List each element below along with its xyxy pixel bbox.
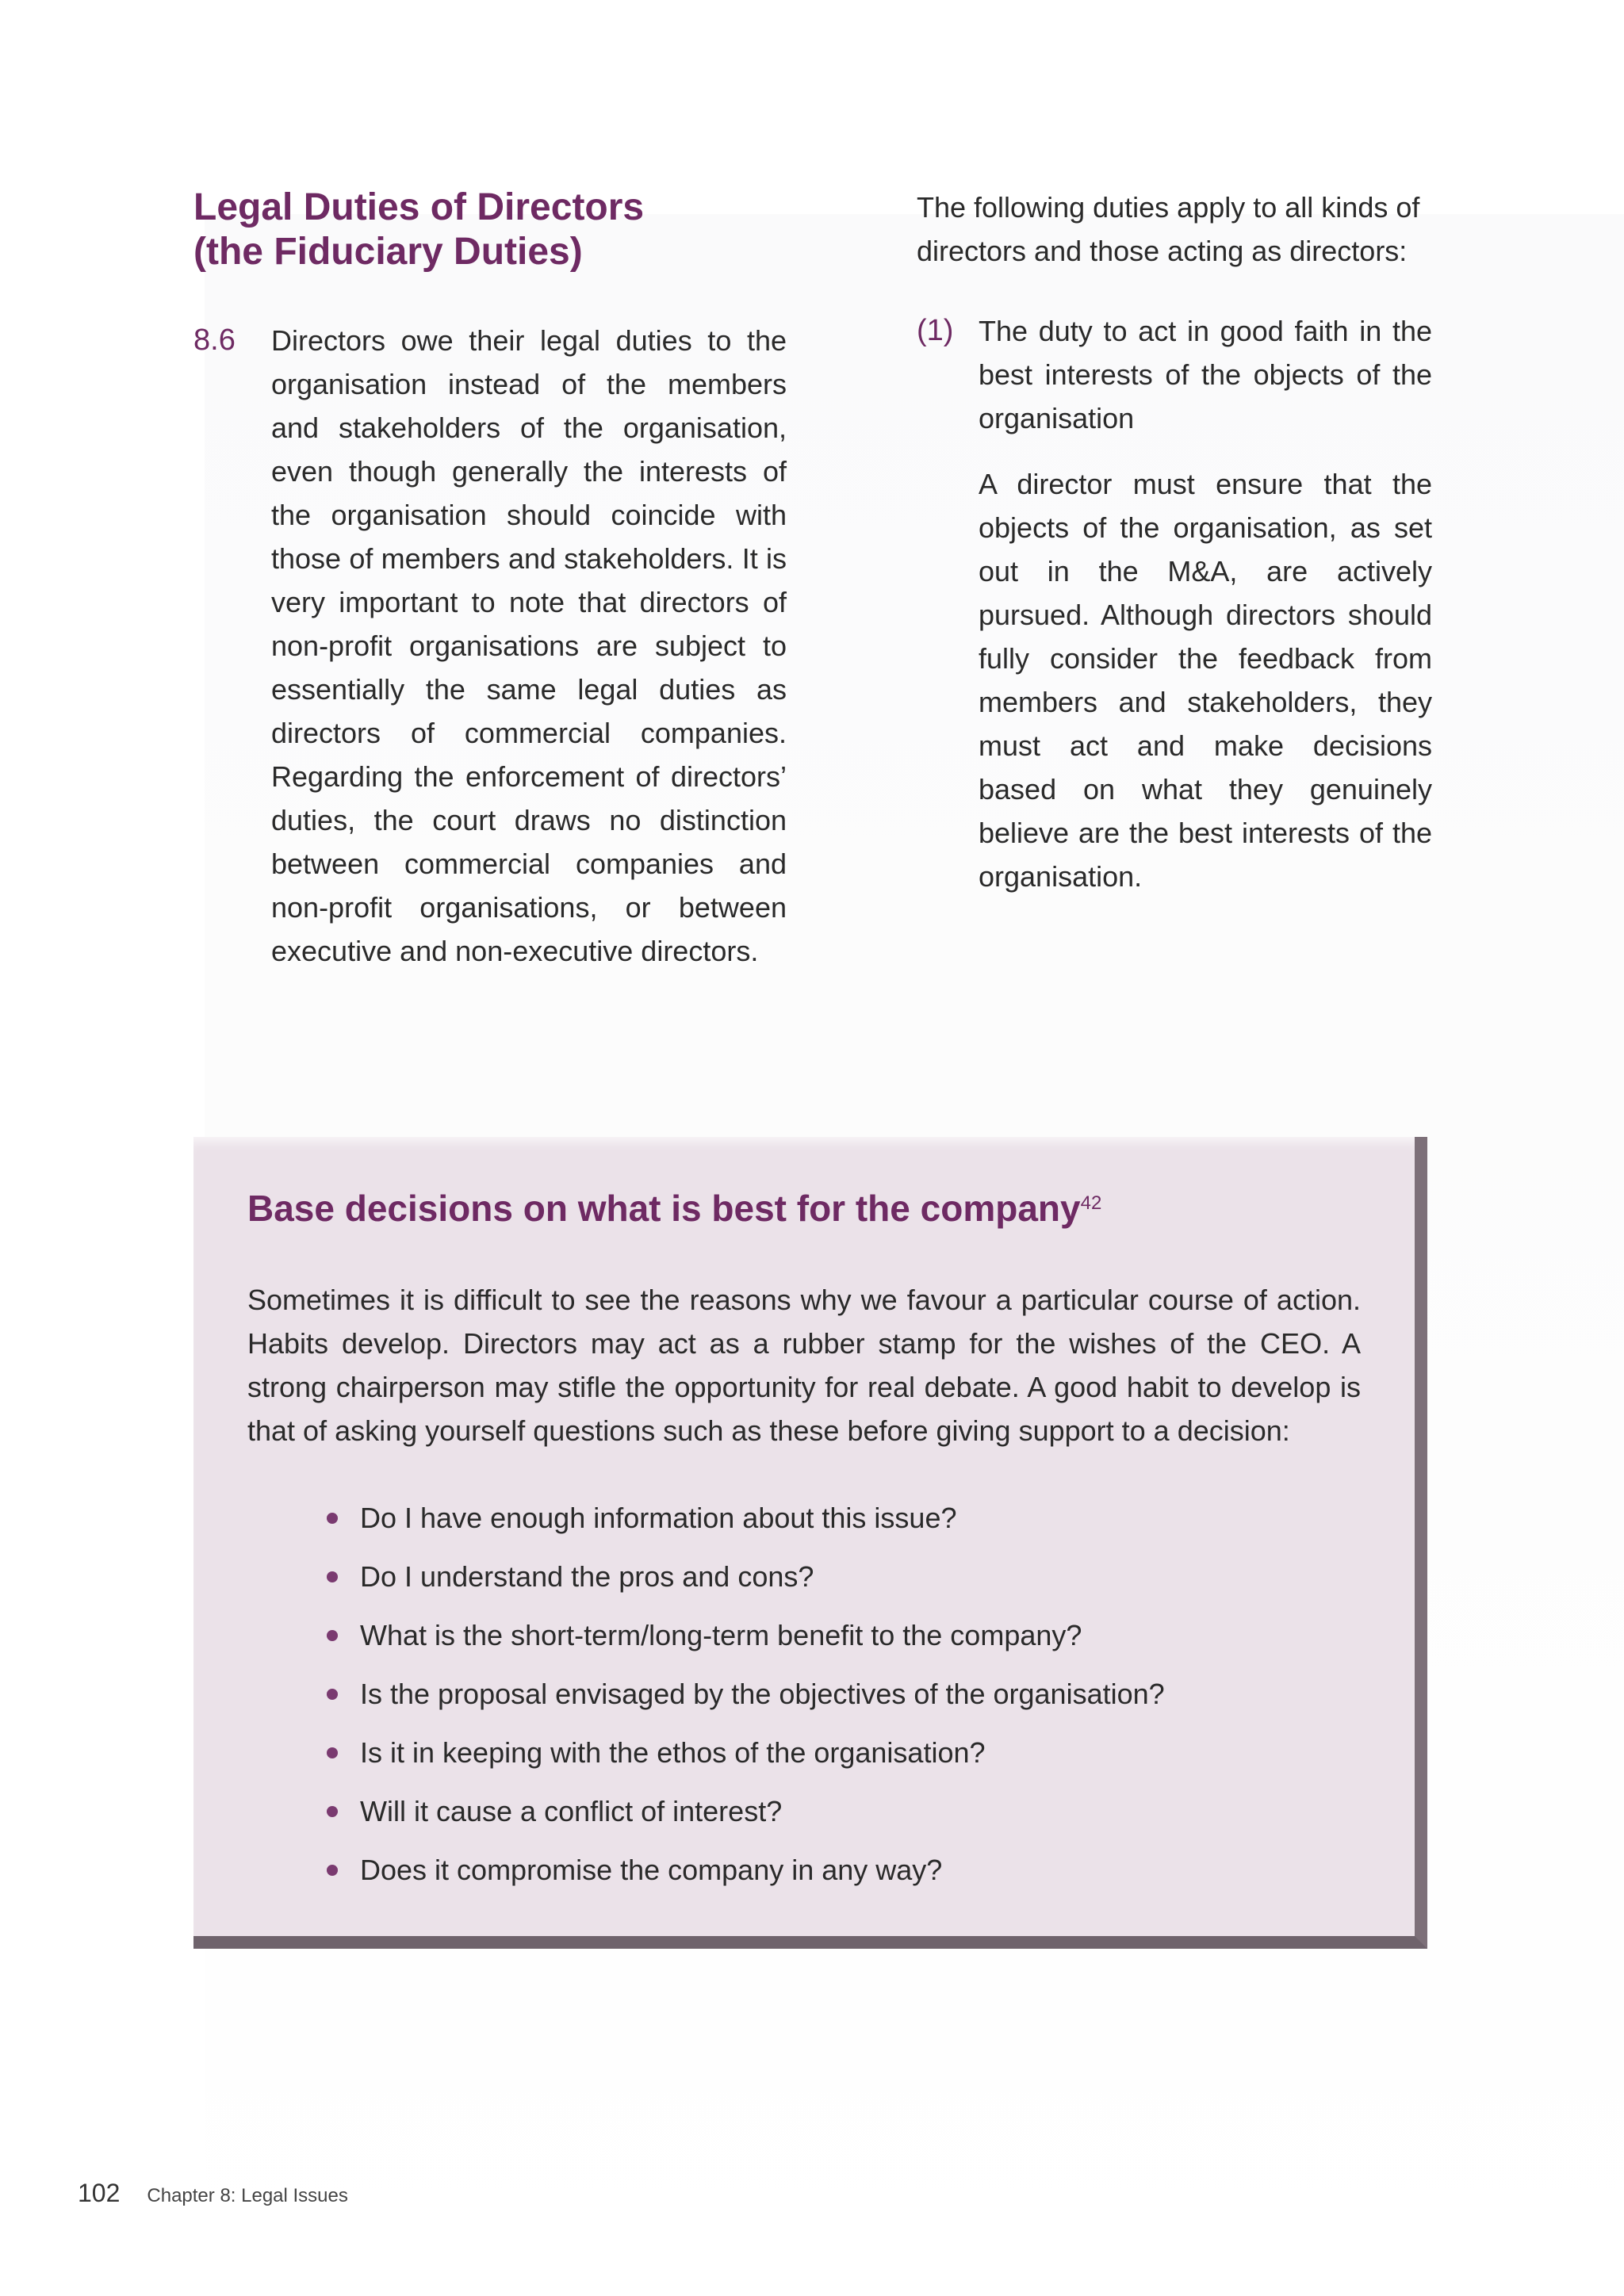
callout-title [247, 1186, 1101, 1230]
question-text: Does it compromise the company in any way? [360, 1854, 943, 1886]
callout-box [193, 1137, 1427, 1949]
duty-body: A director must ensure that the objects of the organisation, as set out in the M&A, are actively pursued. Although directors should fully consider the feedback from members and stakeholders, they must act and make decisions based on what they genuinely believe are the best interests of the organisation. [979, 468, 1432, 893]
paragraph-number: 8.6 [193, 323, 236, 357]
callout-title-text: Base decisions on what is best for the company [247, 1188, 1081, 1229]
question-text: Do I have enough information about this issue? [360, 1502, 957, 1534]
section-heading-line-2: (the Fiduciary Duties) [193, 231, 583, 273]
list-item [327, 1548, 1342, 1606]
bullet-icon [327, 1513, 338, 1524]
bullet-icon [327, 1865, 338, 1876]
paragraph-8-6 [193, 319, 787, 973]
list-item [327, 1841, 1342, 1900]
duty-item-1 [917, 309, 1432, 898]
duty-number: (1) [917, 314, 954, 347]
question-text: Will it cause a conflict of interest? [360, 1795, 783, 1827]
page-number: 102 [78, 2179, 121, 2207]
paragraph-text: Directors owe their legal duties to the organisation instead of the members and stakeholders of the organisation, even though generally the interests of the organisation should coincide with those of members and stakeholders. It is very important to note that directors of non-profit organisations are subject to essentially the same legal duties as directors of commercial companies. Regarding the enforcement of directors’ duties, the court draws no distinction between commercial companies and non-profit organisations, or between executive and non-executive directors. [271, 324, 787, 967]
question-text: What is the short-term/long-term benefit to the company? [360, 1619, 1082, 1651]
duties-intro: The following duties apply to all kinds of directors and those acting as directors: [917, 191, 1420, 267]
question-text: Do I understand the pros and cons? [360, 1560, 814, 1593]
callout-intro: Sometimes it is difficult to see the reasons why we favour a particular course of action. Habits develop. Directors may act as a rubber stamp for the wishes of the CEO. A strong chairperson may stifle the opportunity for real debate. A good habit to develop is that of asking yourself questions such as these before giving support to a decision: [247, 1284, 1361, 1447]
bullet-icon [327, 1630, 338, 1641]
question-text: Is it in keeping with the ethos of the organisation? [360, 1736, 986, 1769]
list-item [327, 1606, 1342, 1665]
section-heading [193, 186, 796, 274]
list-item [327, 1665, 1342, 1724]
list-item [327, 1489, 1342, 1548]
list-item [327, 1782, 1342, 1841]
chapter-label: Chapter 8: Legal Issues [147, 2185, 348, 2206]
list-item [327, 1724, 1342, 1782]
section-heading-line-1: Legal Duties of Directors [193, 186, 645, 228]
page-footer [78, 2177, 348, 2209]
bullet-icon [327, 1571, 338, 1582]
footnote-ref: 42 [1080, 1192, 1102, 1214]
bullet-icon [327, 1806, 338, 1817]
bullet-icon [327, 1689, 338, 1700]
question-text: Is the proposal envisaged by the objectives of the organisation? [360, 1678, 1165, 1710]
right-column [917, 186, 1432, 898]
question-list [327, 1489, 1342, 1900]
duty-title: The duty to act in good faith in the best interests of the objects of the organisation [979, 315, 1432, 434]
bullet-icon [327, 1747, 338, 1758]
